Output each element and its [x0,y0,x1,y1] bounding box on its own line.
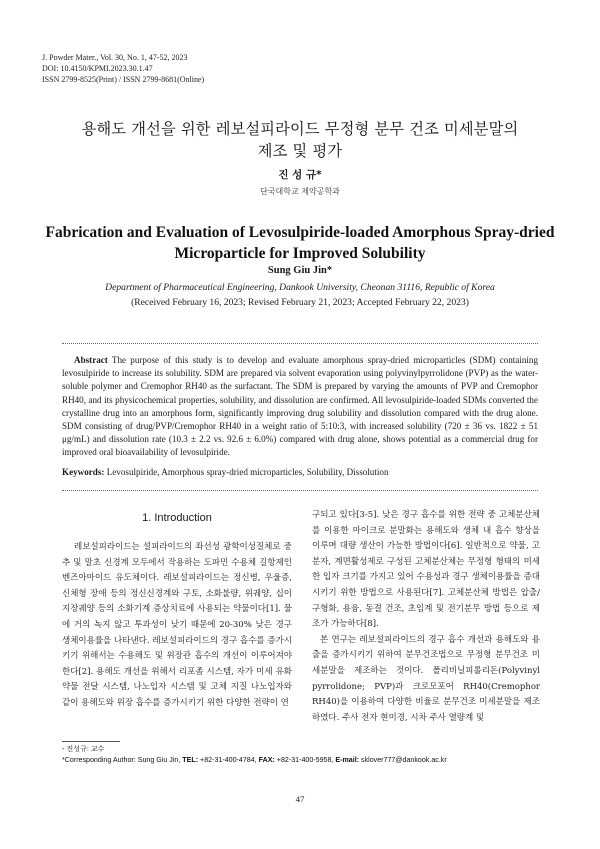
english-author: Sung Giu Jin* [267,265,333,276]
email-label: E-mail: [335,756,360,764]
intro-paragraph-1-continued: 구되고 있다[3-5]. 낮은 경구 흡수를 위한 전략 중 고체분산체를 이용한 마이크로 분말화는 용해도와 생체 내 흡수 향상을 이루며 대량 생산이 가능한 방법이다[6]. 일반적으로 약물, 고분자, 계면활성제로 구성된 고체분산체는 무정형 형태의 미세한 입자 크기를 가지고 있어 수용성과 경구 생체이용률을 증대시키기 위한 방법으로 사용된다[7]. 고체분산체 방법은 압출/구형화, 용융, 동결 건조, 초임계 및 전기분무 방법 등으로 제조가 가능하다[8]. [312,510,540,630]
english-title [30,222,570,264]
abstract-bottom-divider [62,490,538,491]
korean-title-line1: 용해도 개선을 위한 레보설피라이드 무정형 분무 건조 미세분말의 [81,120,519,138]
abstract-top-divider [62,343,538,344]
korean-affiliation: 단국대학교 제약공학과 [260,187,340,196]
intro-paragraph-2: 본 연구는 레보설피라이드의 경구 흡수 개선과 용해도와 용출을 증가시키기 위하여 분무건조법으로 무정형 분무건조 미세분말을 제조하는 것이다. 폴리비닐피롤리돈(Polyvinyl pyrrolidone; PVP)과 크로모포어 RH40(Cremophor RH40)을 이용하여 다양한 비율로 분무건조 미세분말을 제조하였다. 주사 전자 현미경, 시차 주사 열량계 및 [312,634,540,723]
keywords-text: Levosulpiride, Amorphous spray-dried microparticles, Solubility, Dissolution [106,467,389,477]
fax-label: FAX: [258,756,275,764]
english-title-line1: Fabrication and Evaluation of Levosulpiride-loaded Amorphous Spray-dried [45,224,555,241]
journal-header [42,52,204,85]
korean-title [30,118,570,162]
doi: DOI: 10.4150/KPMI.2023.30.1.47 [42,64,153,73]
page-number: 47 [295,794,305,804]
corresponding-author: *Corresponding Author: Sung Giu Jin, [62,756,181,764]
english-title-line2: Microparticle for Improved Solubility [174,245,426,262]
korean-author: 진 성 규* [278,169,322,181]
tel-label: TEL: [182,756,199,764]
journal-citation: J. Powder Mater., Vol. 30, No. 1, 47-52, 2023 [42,53,188,62]
section-heading: 1. Introduction [142,512,212,524]
keywords-label: Keywords: [62,467,105,477]
abstract-label: Abstract [74,355,108,365]
email-address: sklover777@dankook.ac.kr [361,756,447,764]
tel-number: +82-31-400-4784, [200,756,257,764]
left-column [62,540,292,712]
keywords [62,466,538,479]
korean-title-line2: 제조 및 평가 [257,142,343,160]
right-column [312,508,540,726]
footnote-rule [62,741,120,742]
issn: ISSN 2799-8525(Print) / ISSN 2799-8681(Online) [42,75,205,84]
english-affiliation: Department of Pharmaceutical Engineering, Dankook University, Cheonan 31116, Republic of Korea [105,282,495,293]
footnote-correspondence [62,755,447,766]
abstract-text: The purpose of this study is to develop and evaluate amorphous spray-dried microparticles (SDM) containing levosulpiride to increase its solubility. SDM are prepared via solvent evaporation using polyvinylpyrrolidone (PVP) as the water-soluble polymer and Cremophor RH40 as the surfactant. The SDM is prepared by varying the amounts of PVP and Cremophor RH40, and its physicochemical properties, solubility, and dissolution are confirmed. All levosulpiride-loaded SDMs converted the crystalline drug into an amorphous form, significantly improving drug solubility and dissolution compared with the drug alone. SDM consisting of drug/PVP/Cremophor RH40 in a weight ratio of 5:10:3, with increased solubility (720 ± 36 vs. 1822 ± 51 μg/mL) and dissolution rate (10.3 ± 2.2 vs. 92.6 ± 6.0%) compared with drug alone, shows potential as a commercial drug for improved oral bioavailability of levosulpiride. [62,355,538,458]
received-dates: (Received February 16, 2023; Revised February 21, 2023; Accepted February 22, 2023) [131,297,469,308]
fax-number: +82-31-400-5958, [276,756,334,764]
footnote-author-title: - 진성규: 교수 [62,745,105,753]
intro-paragraph-1: 레보설피라이드는 설피라이드의 좌선성 광학이성질체로 중추 및 말초 신경계 모두에서 작용하는 도파민 수용체 길항제인 벤즈아마이드 유도체이다. 레보설피라이드는 정신병, 우울증, 신체형 장애 등의 정신신경계와 구토, 소화불량, 위궤양, 십이지장궤양 등의 소화기계 증상치료에 사용되는 약물이다[1]. 물에 거의 녹지 않고 투과성이 낮기 때문에 20-30% 낮은 경구 생체이용률을 나타낸다. 레보설피라이드의 경구 흡수를 증가시키기 위해서는 수용해도 및 위장관 흡수의 개선이 이루어져야 한다[2]. 용해도 개선을 위해서 리포좀 시스템, 자가 미세 유화 약물 전달 시스템, 나노입자 시스템 및 고체 지질 나노입자와 같이 용해도와 위장 흡수를 증가시키기 위한 다양한 전략이 연 [62,542,292,708]
abstract [62,354,538,460]
